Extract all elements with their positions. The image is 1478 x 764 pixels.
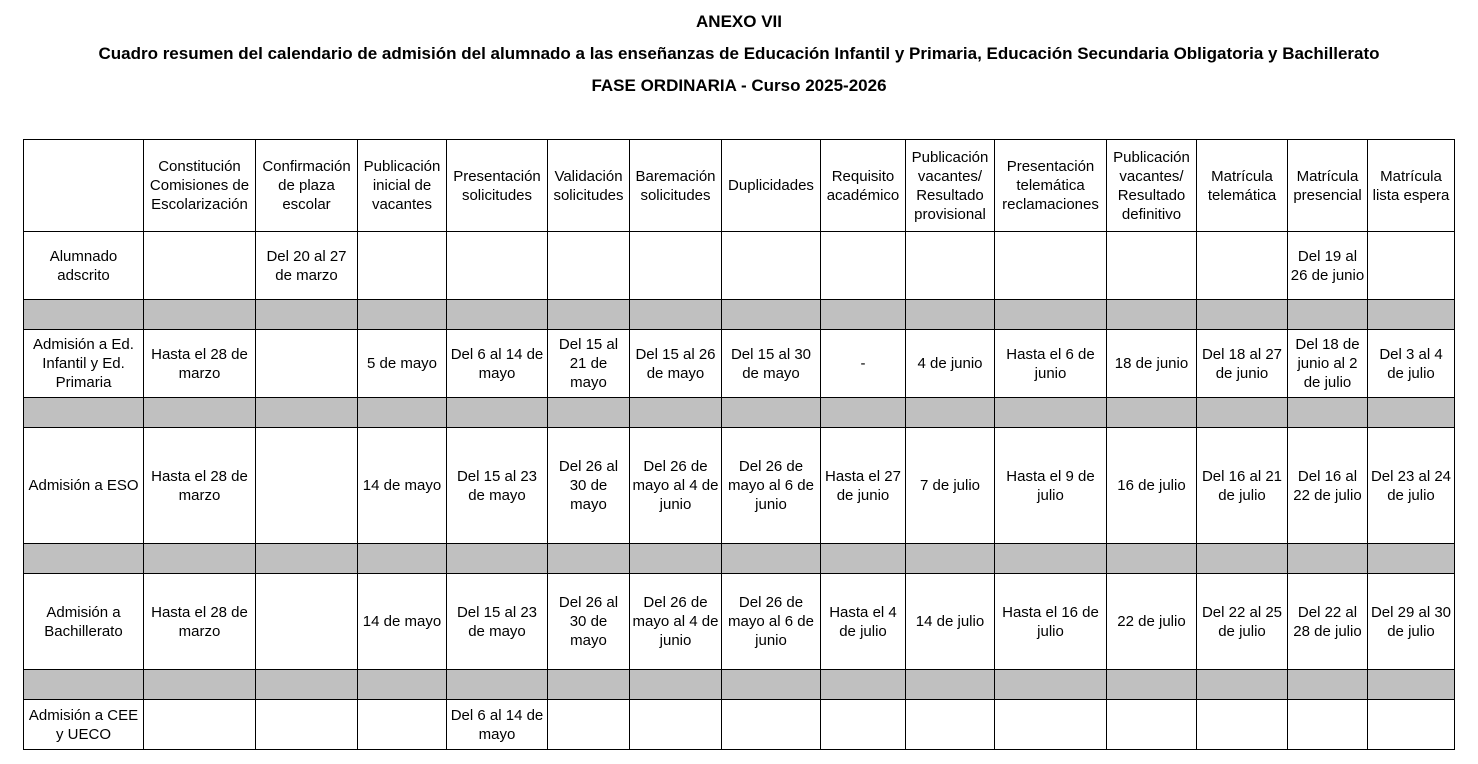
column-header: Constitución Comisiones de Escolarización <box>144 140 256 232</box>
table-cell <box>1368 232 1455 300</box>
table-cell: Del 23 al 24 de julio <box>1368 428 1455 544</box>
table-cell: Del 26 al 30 de mayo <box>548 574 630 670</box>
table-cell <box>630 700 722 750</box>
table-cell <box>1288 700 1368 750</box>
table-cell: Hasta el 28 de marzo <box>144 574 256 670</box>
annex-title: ANEXO VII <box>696 12 782 31</box>
table-cell <box>906 700 995 750</box>
column-header <box>24 140 144 232</box>
column-header: Matrícula telemática <box>1197 140 1288 232</box>
table-cell <box>548 700 630 750</box>
separator-row <box>24 398 1455 428</box>
table-cell <box>256 428 358 544</box>
table-row <box>24 574 1455 670</box>
table-cell <box>995 232 1107 300</box>
table-cell: Del 16 al 22 de julio <box>1288 428 1368 544</box>
table-cell: Del 15 al 23 de mayo <box>447 428 548 544</box>
table-cell: Del 29 al 30 de julio <box>1368 574 1455 670</box>
table-cell: 18 de junio <box>1107 330 1197 398</box>
table-cell: Del 26 de mayo al 6 de junio <box>722 428 821 544</box>
table-cell: 4 de junio <box>906 330 995 398</box>
table-cell <box>1197 700 1288 750</box>
row-label: Admisión a ESO <box>24 428 144 544</box>
table-cell: 16 de julio <box>1107 428 1197 544</box>
table-cell <box>821 232 906 300</box>
table-cell: Del 26 de mayo al 6 de junio <box>722 574 821 670</box>
table-cell: 22 de julio <box>1107 574 1197 670</box>
table-cell <box>256 330 358 398</box>
table-cell: 14 de mayo <box>358 574 447 670</box>
table-cell: Del 15 al 23 de mayo <box>447 574 548 670</box>
table-cell: Hasta el 6 de junio <box>995 330 1107 398</box>
table-cell: Del 22 al 28 de julio <box>1288 574 1368 670</box>
row-label: Alumnado adscrito <box>24 232 144 300</box>
separator-row <box>24 300 1455 330</box>
column-header: Matrícula presencial <box>1288 140 1368 232</box>
column-header: Publicación vacantes/ Resultado definitivo <box>1107 140 1197 232</box>
table-cell: Del 26 al 30 de mayo <box>548 428 630 544</box>
table-cell: Del 15 al 30 de mayo <box>722 330 821 398</box>
table-cell: Del 6 al 14 de mayo <box>447 700 548 750</box>
table-cell <box>256 700 358 750</box>
admission-calendar-table <box>23 139 1455 750</box>
table-cell: 5 de mayo <box>358 330 447 398</box>
separator-row <box>24 670 1455 700</box>
table-cell: Hasta el 28 de marzo <box>144 330 256 398</box>
table-cell: Del 26 de mayo al 4 de junio <box>630 574 722 670</box>
table-cell: Del 19 al 26 de junio <box>1288 232 1368 300</box>
column-header: Presentación solicitudes <box>447 140 548 232</box>
table-cell <box>630 232 722 300</box>
table-cell: Del 15 al 26 de mayo <box>630 330 722 398</box>
table-cell: 14 de julio <box>906 574 995 670</box>
table-cell <box>1107 700 1197 750</box>
table-cell: Del 15 al 21 de mayo <box>548 330 630 398</box>
table-cell <box>821 700 906 750</box>
phase-title: FASE ORDINARIA - Curso 2025-2026 <box>591 76 887 95</box>
column-header: Requisito académico <box>821 140 906 232</box>
table-cell: Hasta el 9 de julio <box>995 428 1107 544</box>
table-cell <box>256 574 358 670</box>
table-cell: 14 de mayo <box>358 428 447 544</box>
table-cell: Del 26 de mayo al 4 de junio <box>630 428 722 544</box>
table-cell <box>1107 232 1197 300</box>
table-cell <box>144 232 256 300</box>
column-header: Baremación solicitudes <box>630 140 722 232</box>
table-cell: Del 3 al 4 de julio <box>1368 330 1455 398</box>
table-cell: Del 22 al 25 de julio <box>1197 574 1288 670</box>
table-cell: Del 18 al 27 de junio <box>1197 330 1288 398</box>
table-cell <box>144 700 256 750</box>
table-row <box>24 428 1455 544</box>
header-row <box>24 140 1455 232</box>
table-cell <box>1197 232 1288 300</box>
column-header: Duplicidades <box>722 140 821 232</box>
table-cell <box>548 232 630 300</box>
row-label: Admisión a Ed. Infantil y Ed. Primaria <box>24 330 144 398</box>
table-cell: - <box>821 330 906 398</box>
table-cell: Hasta el 16 de julio <box>995 574 1107 670</box>
table-row <box>24 330 1455 398</box>
column-header: Confirmación de plaza escolar <box>256 140 358 232</box>
column-header: Matrícula lista espera <box>1368 140 1455 232</box>
table-cell: 7 de julio <box>906 428 995 544</box>
table-cell <box>722 232 821 300</box>
table-cell: Del 16 al 21 de julio <box>1197 428 1288 544</box>
separator-row <box>24 544 1455 574</box>
table-row <box>24 700 1455 750</box>
table-cell: Hasta el 4 de julio <box>821 574 906 670</box>
table-cell <box>447 232 548 300</box>
column-header: Presentación telemática reclamaciones <box>995 140 1107 232</box>
column-header: Validación solicitudes <box>548 140 630 232</box>
column-header: Publicación vacantes/ Resultado provisional <box>906 140 995 232</box>
table-cell <box>995 700 1107 750</box>
table-cell: Hasta el 27 de junio <box>821 428 906 544</box>
table-cell <box>722 700 821 750</box>
column-header: Publicación inicial de vacantes <box>358 140 447 232</box>
row-label: Admisión a Bachillerato <box>24 574 144 670</box>
table-cell <box>358 700 447 750</box>
document-title: Cuadro resumen del calendario de admisión del alumnado a las enseñanzas de Educación Infantil y Primaria, Educación Secundaria Obligatoria y Bachillerato <box>98 44 1380 63</box>
table-row <box>24 232 1455 300</box>
table-cell <box>1368 700 1455 750</box>
table-cell: Del 6 al 14 de mayo <box>447 330 548 398</box>
table-cell: Hasta el 28 de marzo <box>144 428 256 544</box>
table-cell: Del 18 de junio al 2 de julio <box>1288 330 1368 398</box>
table-cell <box>906 232 995 300</box>
row-label: Admisión a CEE y UECO <box>24 700 144 750</box>
table-cell: Del 20 al 27 de marzo <box>256 232 358 300</box>
table-cell <box>358 232 447 300</box>
